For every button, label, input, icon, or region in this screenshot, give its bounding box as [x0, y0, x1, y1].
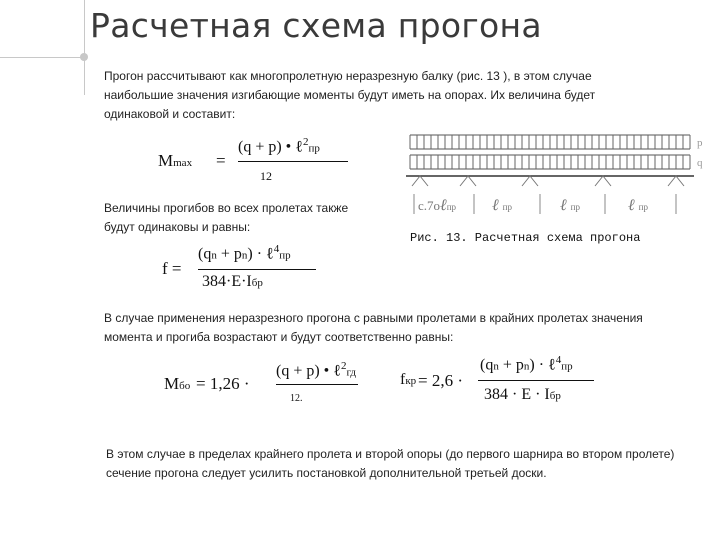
- f-num-b-sub: n: [241, 249, 248, 262]
- figure-caption: Рис. 13. Расчетная схема прогона: [410, 231, 641, 245]
- support-5: [668, 176, 684, 186]
- title-accent-dot: [80, 53, 88, 61]
- fkr-fraction-bar: [478, 380, 594, 381]
- f-num-b: + p: [216, 245, 242, 263]
- formula-f: [162, 242, 322, 298]
- span-label-2: [492, 197, 512, 214]
- paragraph-intro: Прогон рассчитывают как многопролетную неразрезную балку (рис. 13 ), в этом случае наибольшие значения изгибающие моменты будут иметь на опорах. Их величина будет одинаковой и составит:: [104, 69, 596, 121]
- fkr-lhs-sub: кр: [405, 375, 417, 387]
- formula-m-extreme: [164, 360, 364, 410]
- f-den-sub: бр: [251, 277, 263, 289]
- f-num-sub: пр: [279, 249, 291, 262]
- f-den: 384·E·I: [202, 273, 252, 290]
- mkr-lhs: M: [164, 374, 180, 393]
- fkr-num-b: + p: [498, 356, 524, 374]
- f-num-a: (q: [198, 245, 212, 263]
- span-label-1-prefix: с.7о: [418, 198, 441, 213]
- span-label-1-sym: ℓ: [440, 197, 447, 214]
- load-label-q: q: [697, 157, 703, 169]
- f-fraction-bar: [198, 269, 316, 270]
- fkr-num-b-sub: n: [523, 360, 530, 373]
- span-label-2-sym: ℓ: [492, 197, 499, 214]
- fkr-lhs: f: [400, 371, 406, 388]
- mmax-den: 12: [260, 169, 272, 183]
- mmax-lhs: M: [158, 151, 174, 170]
- span-label-4: [628, 197, 648, 214]
- span-label-3-sub: пр: [570, 202, 580, 212]
- support-1: [412, 176, 428, 186]
- fkr-num-c: ) · ℓ: [529, 356, 556, 374]
- f-num-a-sub: n: [211, 249, 217, 262]
- mkr-exp: 2: [340, 360, 347, 372]
- mkr-lhs-sub: бо: [179, 380, 191, 392]
- mmax-num: (q + p) • ℓ: [238, 138, 303, 156]
- mkr-den: 12.: [290, 393, 303, 404]
- mmax-num-sub: пр: [308, 142, 320, 155]
- load-label-p: р: [697, 137, 703, 149]
- formula-mmax: [158, 136, 358, 188]
- span-label-1-sub: пр: [446, 202, 457, 212]
- fkr-den-sub: бр: [549, 390, 561, 402]
- mkr-num-sub: гд: [346, 366, 357, 379]
- fkr-num-sub: пр: [561, 360, 573, 373]
- formula-f-extreme: [400, 354, 600, 410]
- mkr-fraction-bar: [276, 384, 358, 385]
- f-exp: 4: [273, 243, 280, 255]
- mmax-eq: =: [216, 151, 226, 170]
- span-label-3: [560, 197, 580, 214]
- title-accent-vertical-rule: [84, 0, 85, 95]
- fkr-num-a-sub: n: [493, 360, 499, 373]
- fkr-eq: = 2,6 ·: [418, 371, 463, 390]
- mkr-num: (q + p) • ℓ: [276, 362, 341, 380]
- mmax-exp: 2: [302, 136, 309, 148]
- span-label-4-sym: ℓ: [628, 197, 635, 214]
- fkr-den: 384 · E · I: [484, 386, 550, 403]
- support-3: [522, 176, 538, 186]
- load-ticks: [410, 135, 690, 169]
- mmax-fraction-bar: [238, 161, 348, 162]
- f-lhs: f =: [162, 259, 182, 278]
- mkr-eq: = 1,26 ·: [196, 374, 250, 393]
- slide-title: Расчетная схема прогона: [90, 6, 542, 45]
- span-label-4-sub: пр: [638, 202, 648, 212]
- f-num-c: ) · ℓ: [247, 245, 274, 263]
- beam-scheme-diagram: [400, 132, 710, 220]
- title-accent-horizontal-rule: [0, 57, 84, 58]
- paragraph-reinforcement: В этом случае в пределах крайнего пролета и второй опоры (до первого шарнира во втором пролете) сечение прогона следует усилить постановкой дополнительной третьей доски.: [106, 447, 675, 480]
- paragraph-extreme-spans: В случае применения неразрезного прогона с равными пролетами в крайних пролетах значения момента и прогиба возрастают и будут соответственно равны:: [104, 311, 643, 344]
- support-4: [595, 176, 611, 186]
- paragraph-deflection: Величины прогибов во всех пролетах также будут одинаковы и равны:: [104, 201, 349, 234]
- mmax-lhs-sub: max: [173, 157, 193, 169]
- support-2: [460, 176, 476, 186]
- fkr-num-a: (q: [480, 356, 494, 374]
- span-label-1: [418, 197, 457, 214]
- span-label-2-sub: пр: [502, 202, 512, 212]
- fkr-exp: 4: [555, 354, 562, 366]
- span-label-3-sym: ℓ: [560, 197, 567, 214]
